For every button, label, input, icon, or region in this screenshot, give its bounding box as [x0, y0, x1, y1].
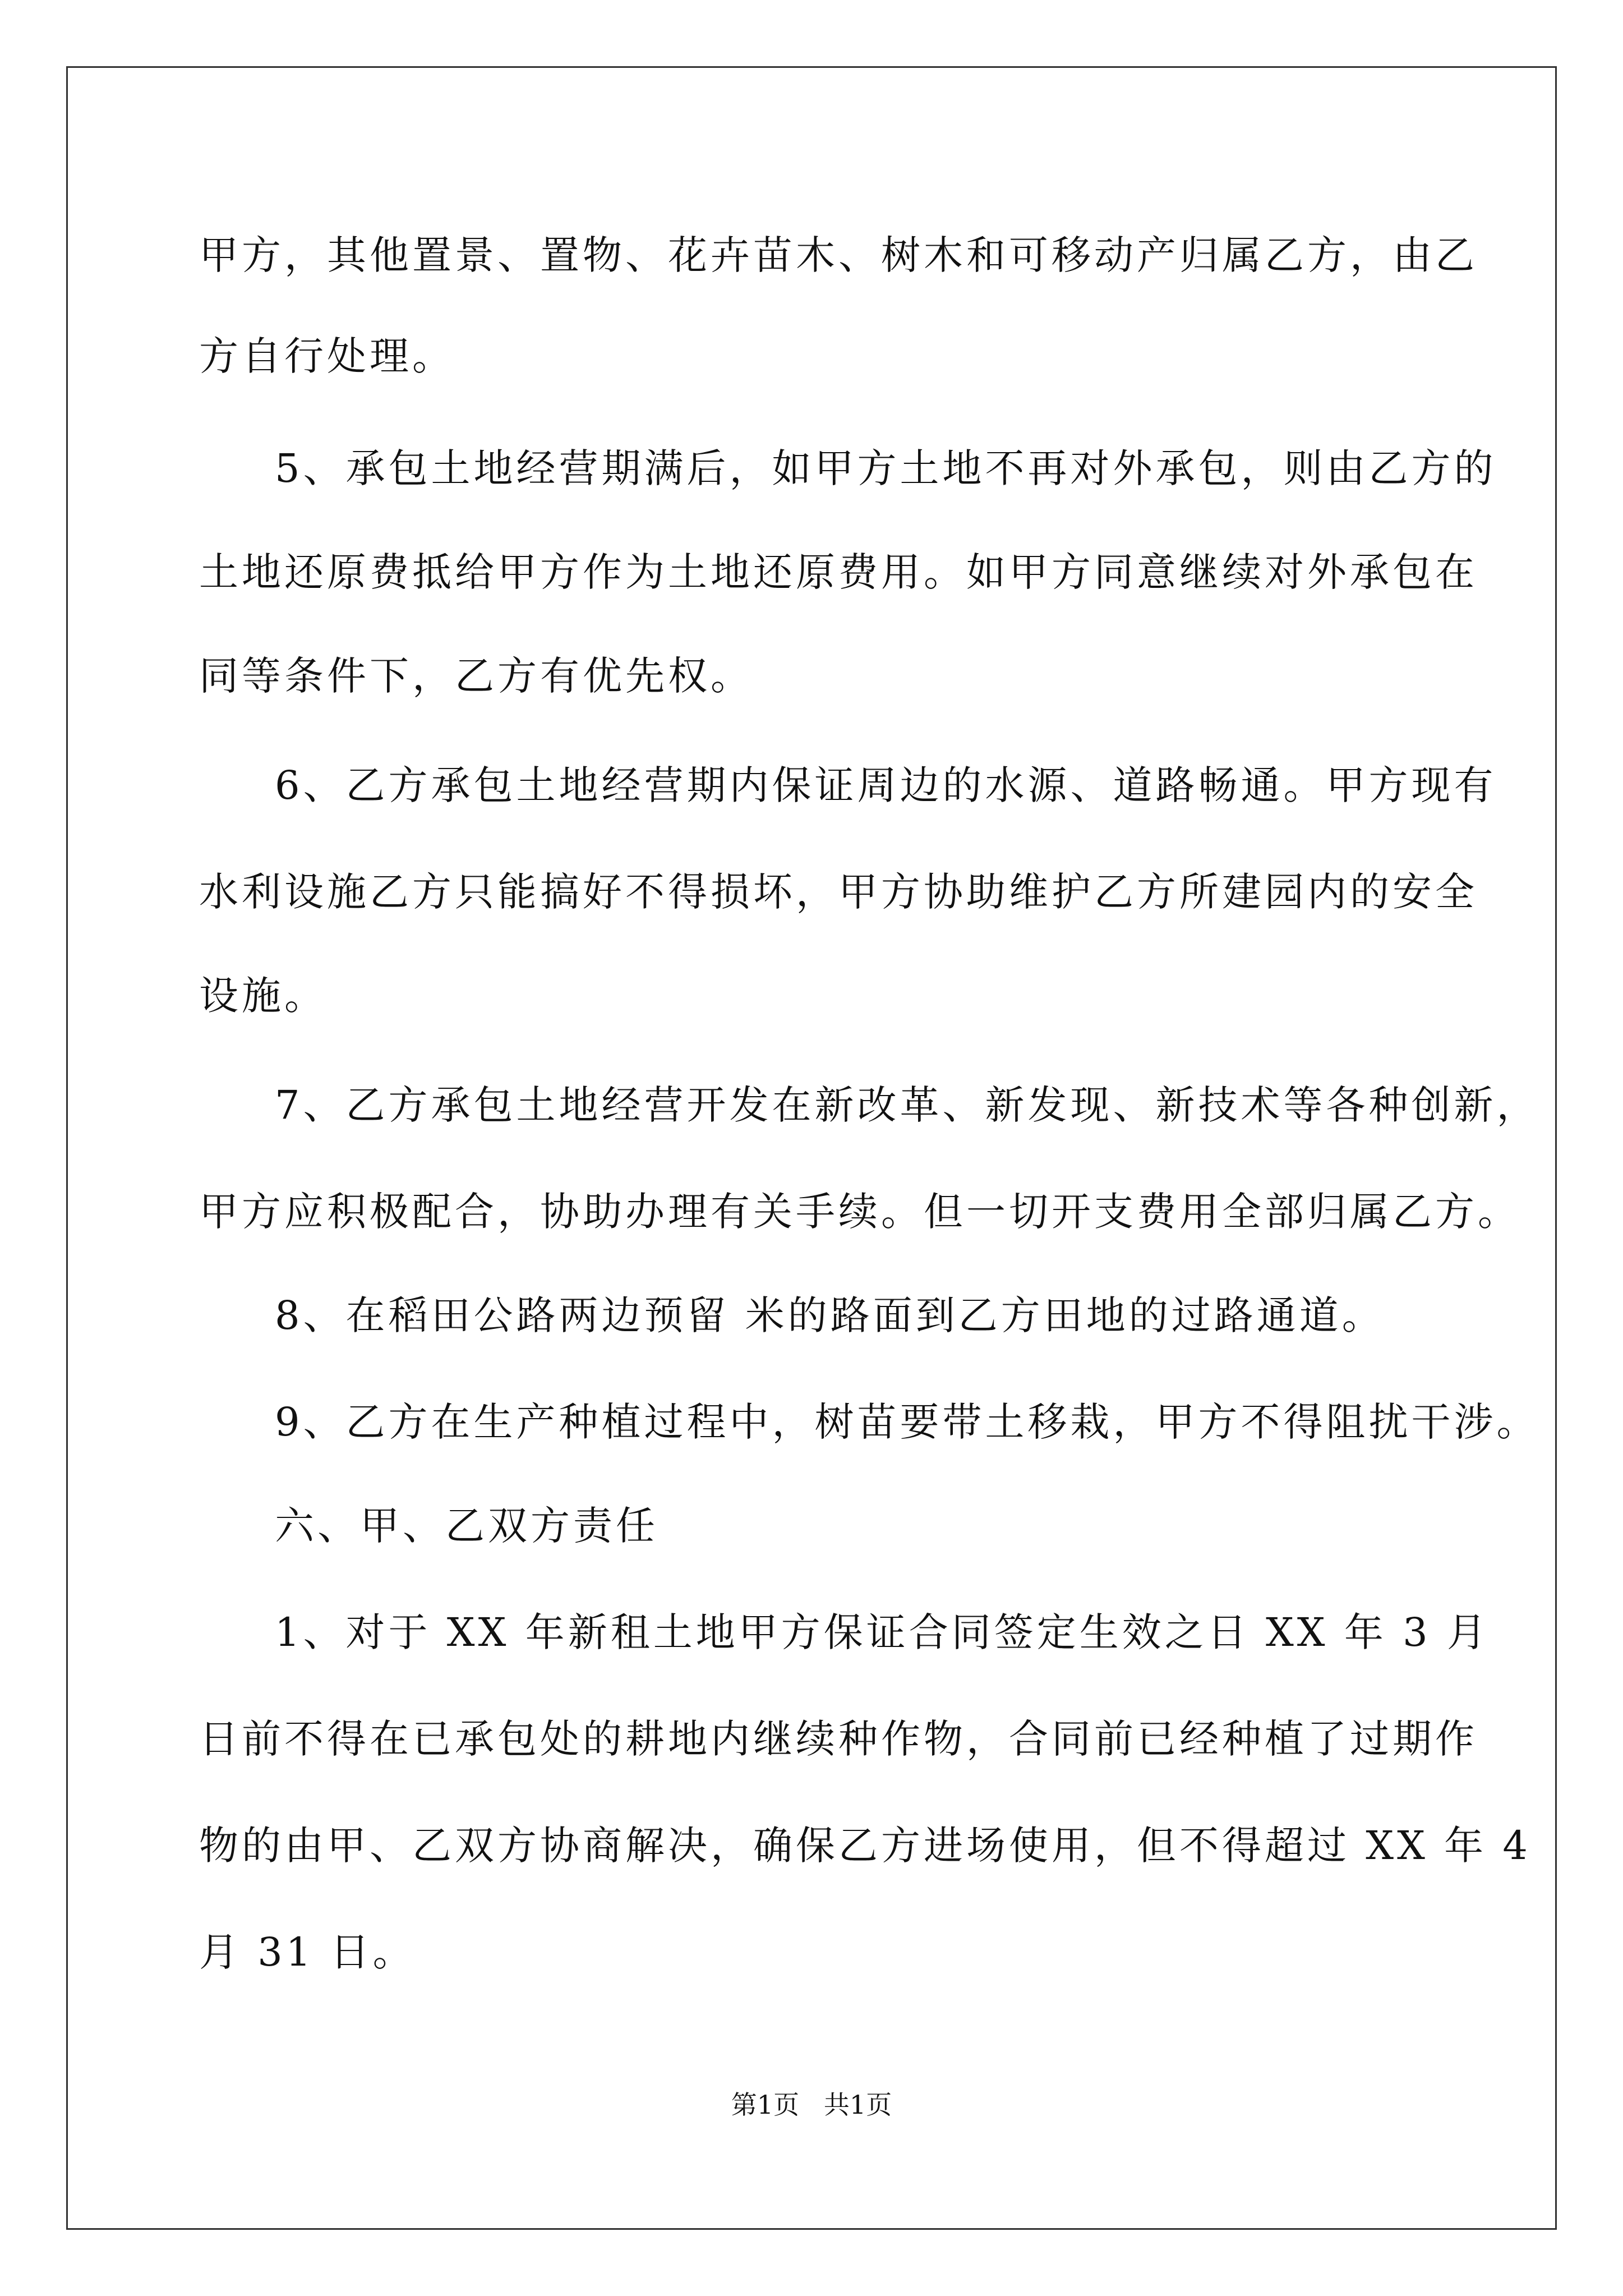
text-line: 同等条件下，乙方有优先权。 — [199, 653, 753, 699]
page-border — [66, 66, 1557, 2230]
text-line: 8、在稻田公路两边预留 米的路面到乙方田地的过路通道。 — [275, 1292, 1385, 1338]
section-heading: 六、甲、乙双方责任 — [275, 1503, 658, 1549]
text-line: 月 31 日。 — [199, 1929, 416, 1975]
text-line: 7、乙方承包土地经营开发在新改革、新发现、新技术等各种创新， — [275, 1082, 1539, 1128]
text-line: 方自行处理。 — [199, 333, 455, 379]
text-line: 物的由甲、乙双方协商解决，确保乙方进场使用，但不得超过 XX 年 4 — [199, 1823, 1531, 1869]
text-line: 5、承包土地经营期满后，如甲方土地不再对外承包，则由乙方的 — [275, 445, 1497, 491]
page-footer: 第1页 共1页 — [731, 2090, 892, 2120]
text-line: 6、乙方承包土地经营期内保证周边的水源、道路畅通。甲方现有 — [275, 762, 1497, 808]
text-line: 甲方，其他置景、置物、花卉苗木、树木和可移动产归属乙方，由乙 — [199, 232, 1478, 278]
text-line: 1、对于 XX 年新租土地甲方保证合同签定生效之日 XX 年 3 月 — [275, 1609, 1490, 1655]
text-line: 土地还原费抵给甲方作为土地还原费用。如甲方同意继续对外承包在 — [199, 549, 1478, 595]
text-line: 甲方应积极配合，协助办理有关手续。但一切开支费用全部归属乙方。 — [199, 1189, 1520, 1235]
text-line: 9、乙方在生产种植过程中，树苗要带土移栽，甲方不得阻扰干涉。 — [275, 1399, 1539, 1445]
text-line: 设施。 — [199, 973, 327, 1019]
text-line: 日前不得在已承包处的耕地内继续种作物，合同前已经种植了过期作 — [199, 1716, 1478, 1762]
text-line: 水利设施乙方只能搞好不得损坏，甲方协助维护乙方所建园内的安全 — [199, 869, 1478, 915]
